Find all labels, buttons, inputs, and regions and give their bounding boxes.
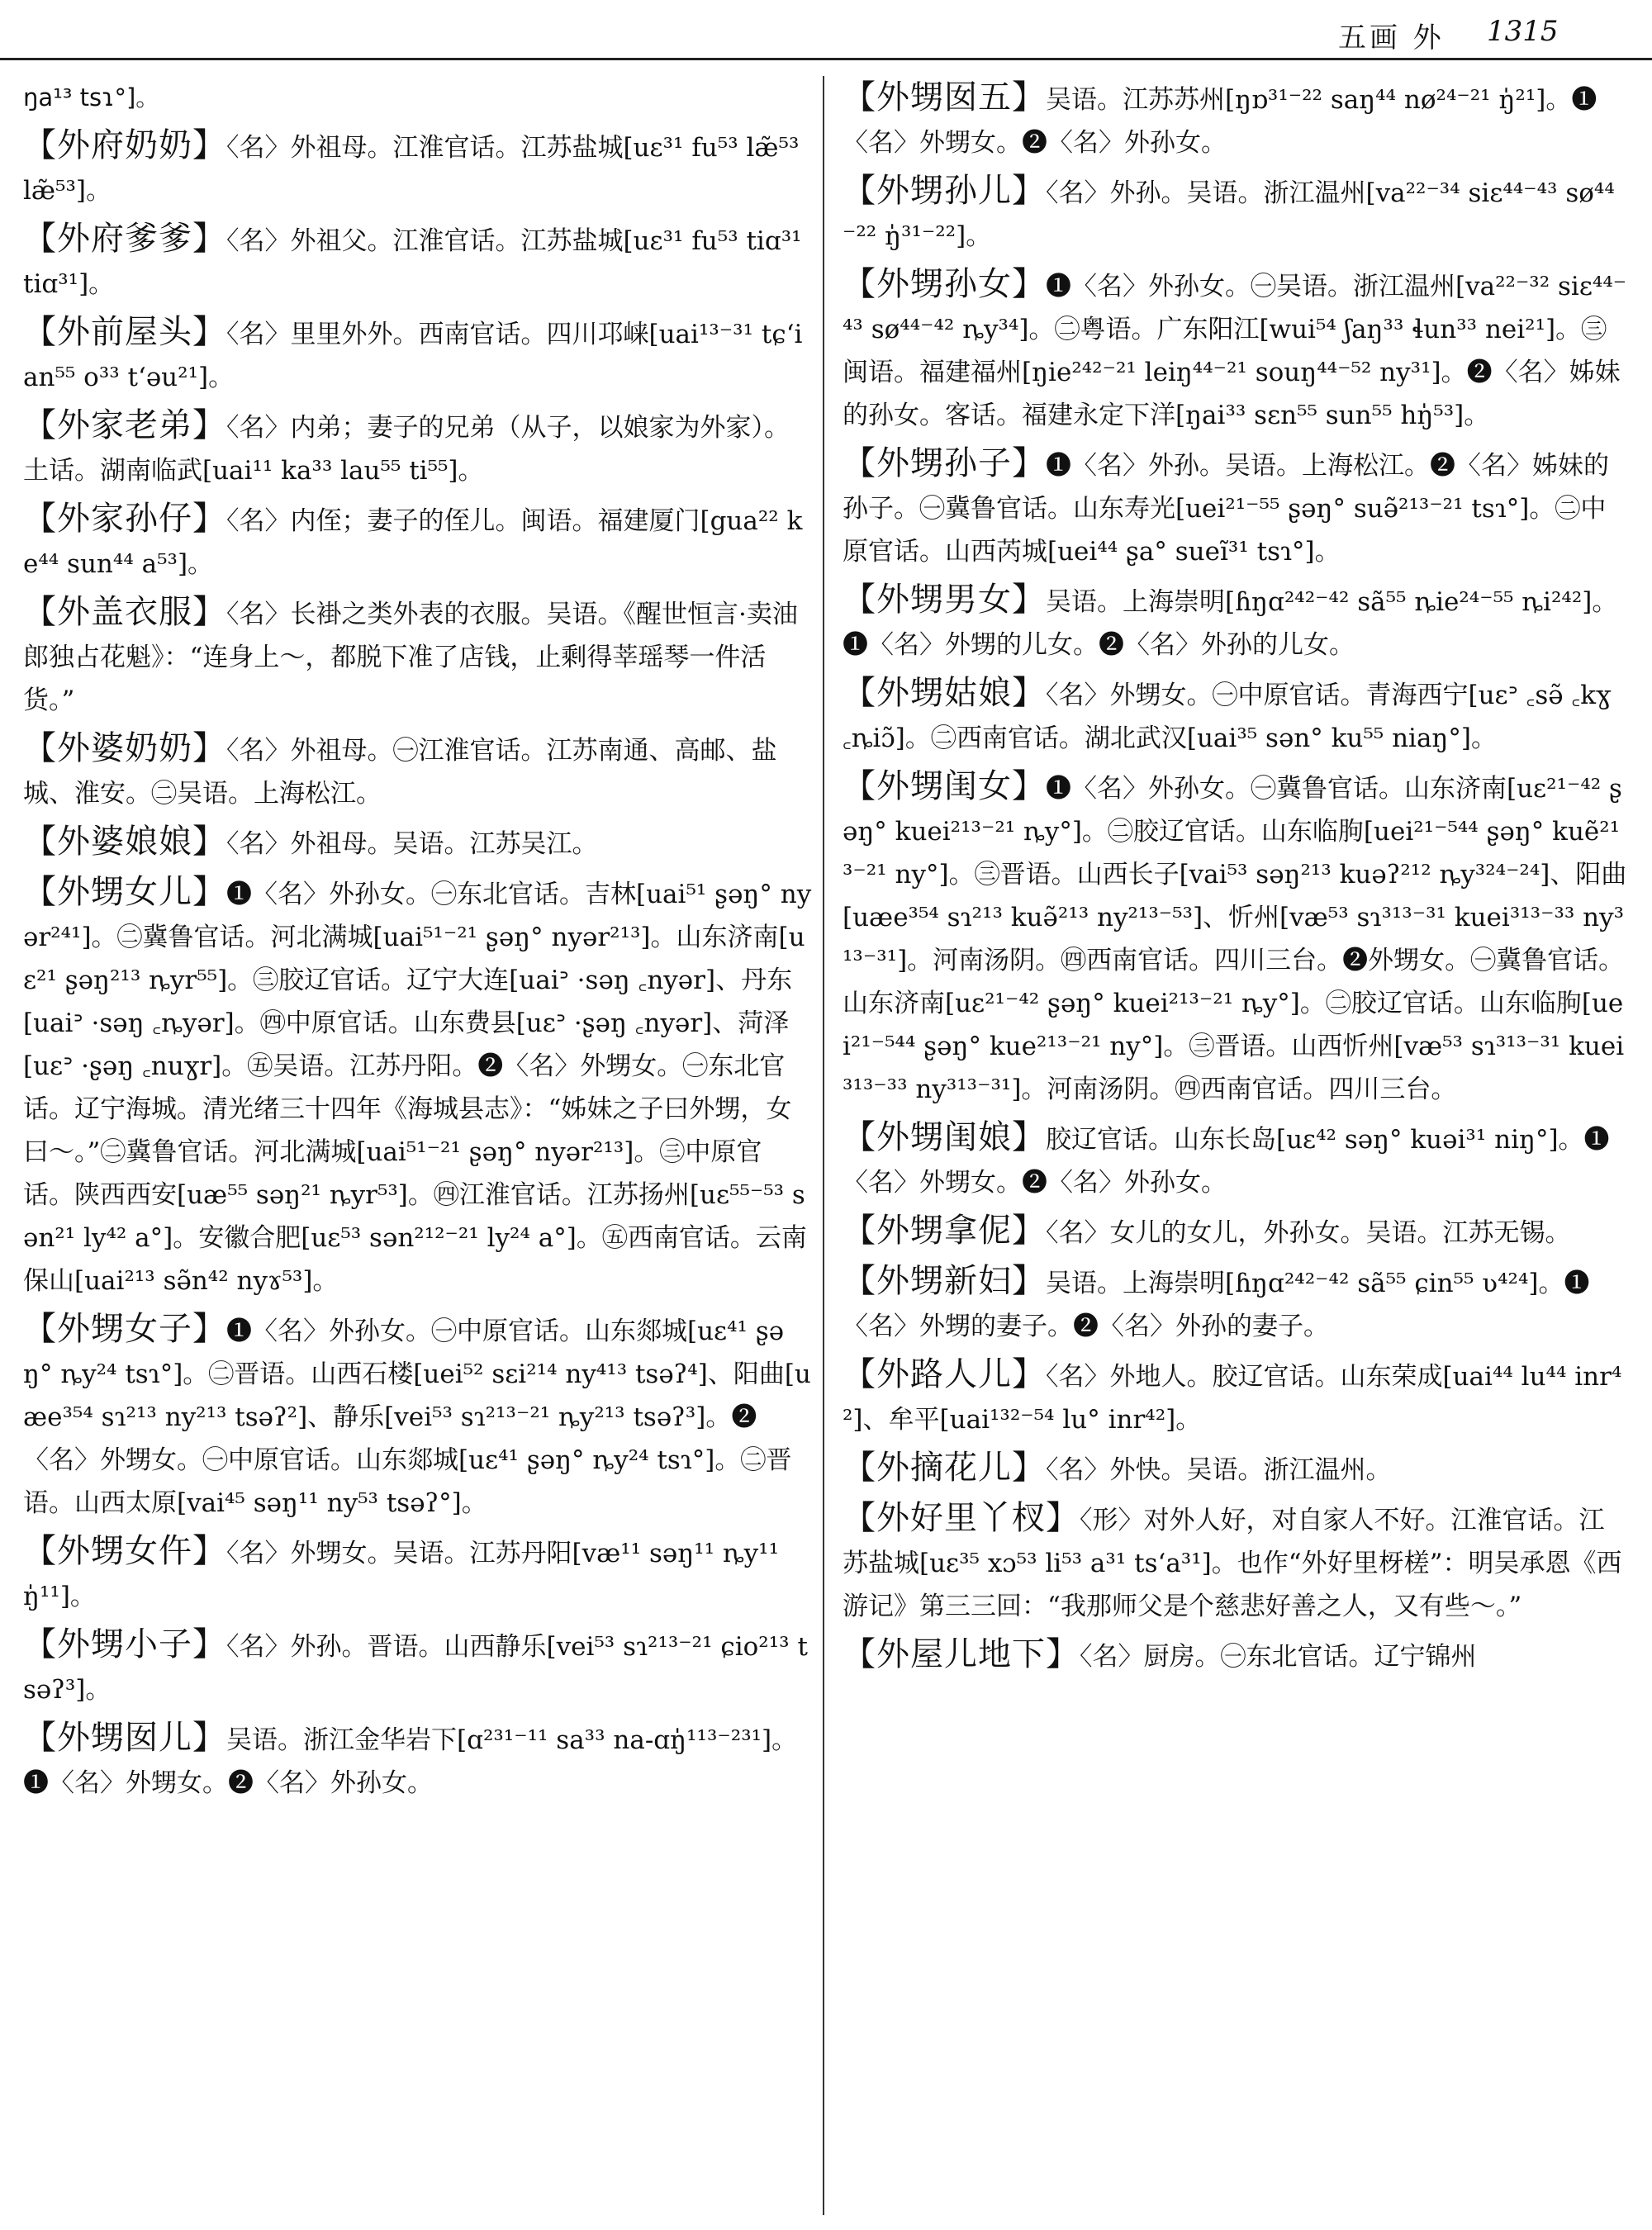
entry-body: 〈名〉外祖母。江淮官话。江苏盐城[uɛ³¹ fu⁵³ læ̃⁵³ læ̃⁵³]。 xyxy=(23,133,800,206)
entry-body: 吴语。上海崇明[ɦŋɑ²⁴²⁻⁴² sã⁵⁵ ȵie²⁴⁻⁵⁵ ȵi²⁴²]。❶〈名〉外甥的儿女。❷〈名〉外孙的儿女。 xyxy=(843,587,1618,660)
entry-headword: 【外甥闺女】 xyxy=(843,767,1046,805)
dictionary-entry xyxy=(843,263,1627,437)
dictionary-entry xyxy=(23,124,812,212)
dictionary-entry xyxy=(843,76,1627,164)
entry-body: 〈名〉外快。吴语。浙江温州。 xyxy=(1046,1455,1392,1485)
dictionary-entry xyxy=(23,1307,812,1525)
dictionary-entry xyxy=(23,217,812,306)
entry-body: ❶〈名〉外孙。吴语。上海松江。❷〈名〉姊妹的孙子。㊀冀鲁官话。山东寿光[uei²¹⁻⁵⁵ ʂəŋ° suə̃²¹³⁻²¹ tsɿ°]。㊁中原官话。山西芮城[uei⁴⁴ ʂa° sueĩ³¹ tsɿ°]。 xyxy=(843,451,1609,567)
entry-body: 〈形〉对外人好，对自家人不好。江淮官话。江苏盐城[uɛ³⁵ xɔ⁵³ li⁵³ a³¹ tsʻa³¹]。也作“外好里枒槎”：明吴承恩《西游记》第三三回：“我那师父是个慈悲好善之人，又有些～。” xyxy=(843,1506,1622,1621)
entry-headword: 【外甥孙子】 xyxy=(843,444,1046,482)
entry-headword: 【外甥囡儿】 xyxy=(23,1719,226,1757)
entry-body: 吴语。上海崇明[ɦŋɑ²⁴²⁻⁴² sã⁵⁵ ɕin⁵⁵ ʋ⁴²⁴]。❶〈名〉外甥的妻子。❷〈名〉外孙的妻子。 xyxy=(843,1269,1590,1341)
entry-body: 〈名〉厨房。㊀东北官话。辽宁锦州 xyxy=(1080,1642,1477,1672)
entry-body: ❶〈名〉外孙女。㊀冀鲁官话。山东济南[uɛ²¹⁻⁴² ʂəŋ° kuei²¹³⁻²¹ ȵy°]。㊁胶辽官话。山东临朐[uei²¹⁻⁵⁴⁴ ʂəŋ° kuẽ²¹³⁻²¹ ny°]。㊂晋语。山西长子[vai⁵³ səŋ²¹³ kuəʔ²¹² ȵy³²⁴⁻²⁴]、阳曲[uæe³⁵⁴ sɿ²¹³ kuə̃²¹³ ny²¹³⁻⁵³]、忻州[væ⁵³ sɿ³¹³⁻³¹ kuei³¹³⁻³³ ny³¹³⁻³¹]。河南汤阴。㊃西南官话。四川三台。❷外甥女。㊀冀鲁官话。山东济南[uɛ²¹⁻⁴² ʂəŋ° kuei²¹³⁻²¹ ȵy°]。㊁胶辽官话。山东临朐[uei²¹⁻⁵⁴⁴ ʂəŋ° kue²¹³⁻²¹ ny°]。㊂晋语。山西忻州[væ⁵³ sɿ³¹³⁻³¹ kuei³¹³⁻³³ ny³¹³⁻³¹]。河南汤阴。㊃西南官话。四川三台。 xyxy=(843,774,1627,1104)
entry-headword: 【外家孙仔】 xyxy=(23,500,226,538)
entry-body: 〈名〉女儿的女儿，外孙女。吴语。江苏无锡。 xyxy=(1046,1218,1571,1248)
entry-headword: 【外甥女仵】 xyxy=(23,1532,226,1570)
entry-headword: 【外甥闺娘】 xyxy=(843,1118,1046,1156)
dictionary-entry xyxy=(23,591,812,722)
dictionary-entry xyxy=(843,1209,1627,1255)
entry-body: 〈名〉外孙。吴语。浙江温州[va²²⁻³⁴ siɛ⁴⁴⁻⁴³ sø⁴⁴⁻²² ŋ̍³¹⁻²²]。 xyxy=(843,178,1615,251)
entry-headword: 【外甥拿伲】 xyxy=(843,1212,1046,1250)
page-header xyxy=(0,0,1652,60)
entry-body: 〈名〉外孙。晋语。山西静乐[vei⁵³ sɿ²¹³⁻²¹ ɕio²¹³ tsəʔ³]。 xyxy=(23,1632,808,1705)
dictionary-entry xyxy=(843,1260,1627,1348)
entry-headword: 【外甥孙女】 xyxy=(843,265,1046,303)
entry-headword: 【外甥小子】 xyxy=(23,1625,226,1663)
entry-body: ❶〈名〉外孙女。㊀吴语。浙江温州[va²²⁻³² siɛ⁴⁴⁻⁴³ sø⁴⁴⁻⁴² ȵy³⁴]。㊁粤语。广东阳江[wui⁵⁴ ʃaŋ³³ ɬun³³ nei²¹]。㊂闽语。福建福州[ŋie²⁴²⁻²¹ leiŋ⁴⁴⁻²¹ souŋ⁴⁴⁻⁵² ny³¹]。❷〈名〉姊妹的孙女。客话。福建永定下洋[ŋai³³ sɛn⁵⁵ sun⁵⁵ hŋ̍⁵³]。 xyxy=(843,272,1627,430)
entry-body: 〈名〉里里外外。西南官话。四川邛崃[uai¹³⁻³¹ tɕʻian⁵⁵ o³³ tʻəu²¹]。 xyxy=(23,320,803,392)
entry-body: 〈名〉外祖母。吴语。江苏吴江。 xyxy=(226,829,598,859)
dictionary-entry xyxy=(23,497,812,586)
dictionary-entry xyxy=(23,1716,812,1805)
dictionary-entry xyxy=(843,1446,1627,1492)
entry-body: 〈名〉外祖父。江淮官话。江苏盐城[uɛ³¹ fu⁵³ tiɑ³¹ tiɑ³¹]。 xyxy=(23,226,802,299)
entry-body: 〈名〉内弟；妻子的兄弟（从子，以娘家为外家）。土话。湖南临武[uai¹¹ ka³³ lau⁵⁵ ti⁵⁵]。 xyxy=(23,413,790,486)
entry-headword: 【外婆奶奶】 xyxy=(23,729,226,767)
entry-body: 吴语。浙江金华岩下[ɑ²³¹⁻¹¹ sa³³ na-ɑŋ̍¹¹³⁻²³¹]。❶〈名〉外甥女。❷〈名〉外孙女。 xyxy=(23,1725,798,1798)
dictionary-entry xyxy=(843,671,1627,760)
page-number: 1315 xyxy=(1487,15,1559,48)
entry-headword: 【外家老弟】 xyxy=(23,406,226,444)
entry-headword: 【外府爹爹】 xyxy=(23,220,226,258)
entry-body: ❶〈名〉外孙女。㊀东北官话。吉林[uai⁵¹ ʂəŋ° nyər²⁴¹]。㊁冀鲁官话。河北满城[uai⁵¹⁻²¹ ʂəŋ° nyər²¹³]。山东济南[uɛ²¹ ʂəŋ²¹³ ȵyr⁵⁵]。㊂胶辽官话。辽宁大连[uaiᐣ ·səŋ ꜀nyər]、丹东[uaiᐣ ·səŋ ꜀ȵyər]。㊃中原官话。山东费县[uɛᐣ ·ʂəŋ ꜀nyər]、菏泽[uɛᐣ ·ʂəŋ ꜀nuɣr]。㊄吴语。江苏丹阳。❷〈名〉外甥女。㊀东北官话。辽宁海城。清光绪三十四年《海城县志》：“姊妹之子曰外甥，女曰～。”㊁冀鲁官话。河北满城[uai⁵¹⁻²¹ ʂəŋ° nyər²¹³]。㊂中原官话。陕西西安[uæ⁵⁵ səŋ²¹ ȵyr⁵³]。㊃江淮官话。江苏扬州[uɛ⁵⁵⁻⁵³ sən²¹ ly⁴² a°]。安徽合肥[uɛ⁵³ sən²¹²⁻²¹ ly²⁴ a°]。㊄西南官话。云南保山[uai²¹³ sə̃n⁴² nyɤ⁵³]。 xyxy=(23,880,812,1296)
entry-headword: 【外好里丫杈】 xyxy=(843,1499,1080,1537)
entry-headword: 【外甥姑娘】 xyxy=(843,674,1046,712)
dictionary-entry xyxy=(23,1623,812,1711)
right-column xyxy=(843,76,1627,1683)
dictionary-entry xyxy=(23,311,812,399)
entry-body: 〈名〉外祖母。㊀江淮官话。江苏南通、高邮、盐城、淮安。㊁吴语。上海松江。 xyxy=(23,736,777,809)
entry-headword: 【外甥新妇】 xyxy=(843,1262,1046,1300)
entry-body: 〈名〉内侄；妻子的侄儿。闽语。福建厦门[gua²² ke⁴⁴ sun⁴⁴ a⁵³]。 xyxy=(23,506,803,579)
entry-body: 〈名〉外地人。胶辽官话。山东荣成[uai⁴⁴ lu⁴⁴ inr⁴²]、牟平[uai¹³²⁻⁵⁴ lu° inr⁴²]。 xyxy=(843,1362,1622,1435)
dictionary-entry xyxy=(843,1116,1627,1204)
column-divider xyxy=(823,76,824,2215)
entry-headword: 【外摘花儿】 xyxy=(843,1449,1046,1487)
entry-headword: 【外婆娘娘】 xyxy=(23,823,226,861)
entry-headword: 【外路人儿】 xyxy=(843,1355,1046,1393)
dictionary-entry xyxy=(843,442,1627,573)
left-column xyxy=(23,76,812,1810)
entry-body: ❶〈名〉外孙女。㊀中原官话。山东郯城[uɛ⁴¹ ʂəŋ° ȵy²⁴ tsɿ°]。㊁晋语。山西石楼[uei⁵² sɛi²¹⁴ ny⁴¹³ tsəʔ⁴]、阳曲[uæe³⁵⁴ sɿ²¹³ ny²¹³ tsəʔ²]、静乐[vei⁵³ sɿ²¹³⁻²¹ ȵy²¹³ tsəʔ³]。❷〈名〉外甥女。㊀中原官话。山东郯城[uɛ⁴¹ ʂəŋ° ȵy²⁴ tsɿ°]。㊁晋语。山西太原[vai⁴⁵ səŋ¹¹ ny⁵³ tsəʔ°]。 xyxy=(23,1317,811,1518)
section-title: 五画 外 xyxy=(1338,21,1445,55)
dictionary-entry xyxy=(23,871,812,1302)
entry-body: 胶辽官话。山东长岛[uɛ⁴² səŋ° kuəi³¹ niŋ°]。❶〈名〉外甥女。❷〈名〉外孙女。 xyxy=(843,1125,1610,1198)
dictionary-entry xyxy=(843,1353,1627,1441)
dictionary-entry xyxy=(23,1530,812,1618)
entry-body: 吴语。江苏苏州[ŋɒ³¹⁻²² saŋ⁴⁴ nø²⁴⁻²¹ ŋ̍²¹]。❶〈名〉外甥女。❷〈名〉外孙女。 xyxy=(843,85,1597,158)
entry-headword: 【外甥女儿】 xyxy=(23,873,226,911)
continued-text: ŋa¹³ tsɿ°]。 xyxy=(23,83,160,112)
entry-headword: 【外府奶奶】 xyxy=(23,126,226,164)
dictionary-entry xyxy=(23,404,812,492)
entry-headword: 【外甥囡五】 xyxy=(843,78,1046,116)
dictionary-entry xyxy=(23,820,812,866)
entry-headword: 【外前屋头】 xyxy=(23,313,226,351)
entry-headword: 【外屋儿地下】 xyxy=(843,1635,1080,1673)
entry-headword: 【外甥男女】 xyxy=(843,581,1046,619)
entry-headword: 【外盖衣服】 xyxy=(23,593,226,631)
entry-headword: 【外甥女子】 xyxy=(23,1310,226,1348)
dictionary-entry xyxy=(843,169,1627,258)
entry-body: 〈名〉外甥女。吴语。江苏丹阳[væ¹¹ səŋ¹¹ ȵy¹¹ ŋ̍¹¹]。 xyxy=(23,1539,780,1611)
entry-body: 〈名〉长褂之类外表的衣服。吴语。《醒世恒言·卖油郎独占花魁》：“连身上～，都脱下准了店钱，止剩得莘瑶琴一件活货。” xyxy=(23,600,798,715)
dictionary-entry xyxy=(843,1633,1627,1678)
entry-body: 〈名〉外甥女。㊀中原官话。青海西宁[uɛᐣ ꜀sə̃ ꜀kɣ ꜀ȵiɔ̃]。㊁西南官话。湖北武汉[uai³⁵ sən° ku⁵⁵ niaŋ°]。 xyxy=(843,681,1612,753)
dictionary-entry xyxy=(843,1497,1627,1628)
entry-headword: 【外甥孙儿】 xyxy=(843,172,1046,210)
dictionary-entry xyxy=(843,765,1627,1111)
dictionary-entry xyxy=(843,578,1627,667)
dictionary-entry xyxy=(23,727,812,815)
